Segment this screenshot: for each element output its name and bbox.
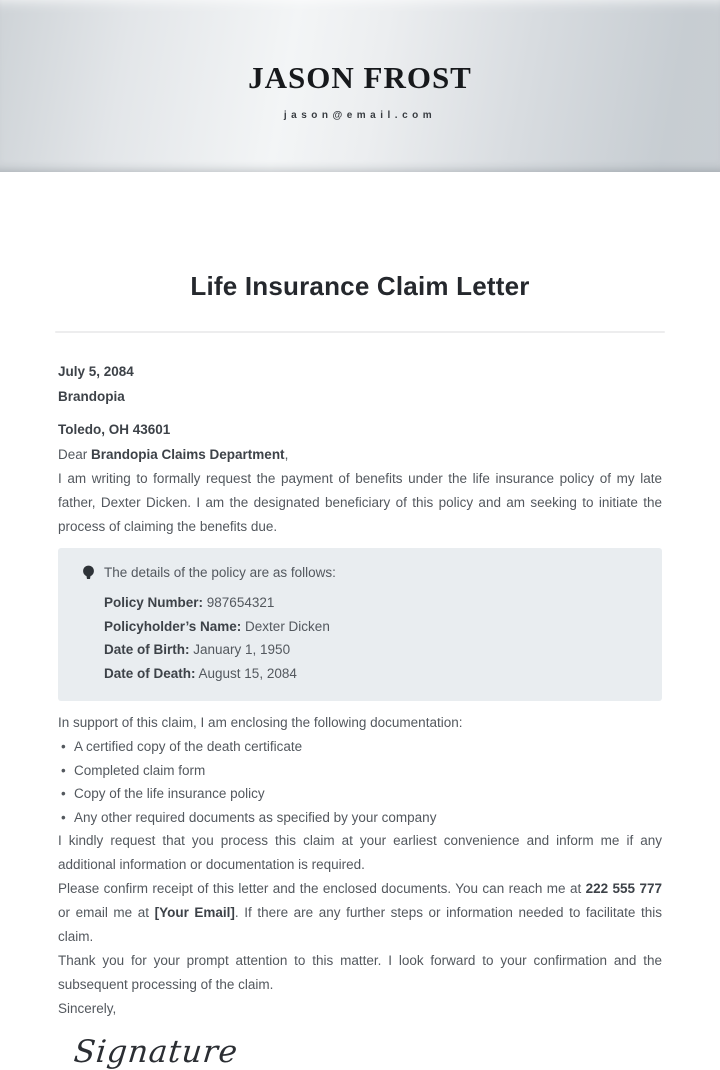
letter-body — [58, 359, 663, 1070]
policy-box-heading: The details of the policy are as follows: — [104, 565, 336, 580]
phone-number: 222 555 777 — [585, 881, 662, 896]
closing: Sincerely, — [58, 1001, 117, 1016]
policy-value: January 1, 1950 — [189, 642, 291, 657]
policy-row — [104, 662, 642, 686]
policy-box-header — [72, 561, 642, 585]
policy-row — [104, 638, 642, 662]
signature: Signature — [72, 1034, 240, 1070]
email-placeholder: [Your Email] — [154, 905, 235, 920]
intro-paragraph: I am writing to formally request the payment of benefits under the life insurance policy of my late father, Dexter Dicken. I am the designated beneficiary of this policy and am seeking to initiate the process of claiming the benefits due. — [58, 471, 662, 534]
sender-name: JASON FROST — [248, 59, 472, 95]
policy-value: Dexter Dicken — [241, 618, 330, 634]
confirm-paragraph — [58, 877, 662, 949]
salutation — [58, 442, 662, 467]
policy-label: Policy Number: — [104, 595, 204, 610]
confirm-text-1: Please confirm receipt of this letter and the enclosed documents. You can reach me at — [58, 881, 586, 896]
list-item: • Copy of the life insurance policy — [60, 782, 662, 806]
thanks-paragraph: Thank you for your prompt attention to this matter. I look forward to your confirmation and the subsequent processing of the claim. — [58, 953, 662, 992]
policy-value: 987654321 — [203, 595, 275, 610]
letter-page — [0, 271, 720, 1070]
request-paragraph: I kindly request that you process this claim at your earliest convenience and inform me if any additional information or documentation is required. — [58, 833, 662, 872]
sender-email: jason@email.com — [283, 109, 437, 121]
policy-row — [104, 591, 642, 615]
list-item: • Any other required documents as specified by your company — [60, 806, 662, 830]
salutation-suffix: , — [284, 447, 289, 462]
policy-rows — [104, 591, 642, 685]
salutation-recipient: Brandopia Claims Department — [91, 447, 285, 462]
date-line: July 5, 2084 — [58, 364, 134, 379]
lightbulb-icon — [72, 565, 104, 582]
confirm-text-2: or email me at — [58, 905, 155, 920]
policy-value: August 15, 2084 — [195, 665, 297, 681]
policy-label: Date of Birth: — [104, 642, 190, 657]
list-item: • A certified copy of the death certificate — [60, 735, 662, 759]
policy-label: Policyholder’s Name: — [104, 618, 242, 634]
enclosure-list — [60, 735, 662, 829]
address-line: Toledo, OH 43601 — [58, 422, 171, 437]
divider — [55, 331, 665, 333]
policy-label: Date of Death: — [104, 665, 196, 681]
confirm-text-3: . If there are any further steps or information needed to facilitate this claim. — [58, 905, 663, 944]
list-item: • Completed claim form — [60, 759, 662, 783]
letterhead — [0, 0, 720, 172]
page-title: Life Insurance Claim Letter — [190, 271, 530, 301]
policy-details-box — [58, 548, 662, 701]
company-line: Brandopia — [58, 389, 125, 404]
policy-row — [104, 615, 642, 639]
enclosures-intro: In support of this claim, I am enclosing the following documentation: — [58, 715, 463, 730]
salutation-prefix: Dear — [58, 447, 92, 462]
